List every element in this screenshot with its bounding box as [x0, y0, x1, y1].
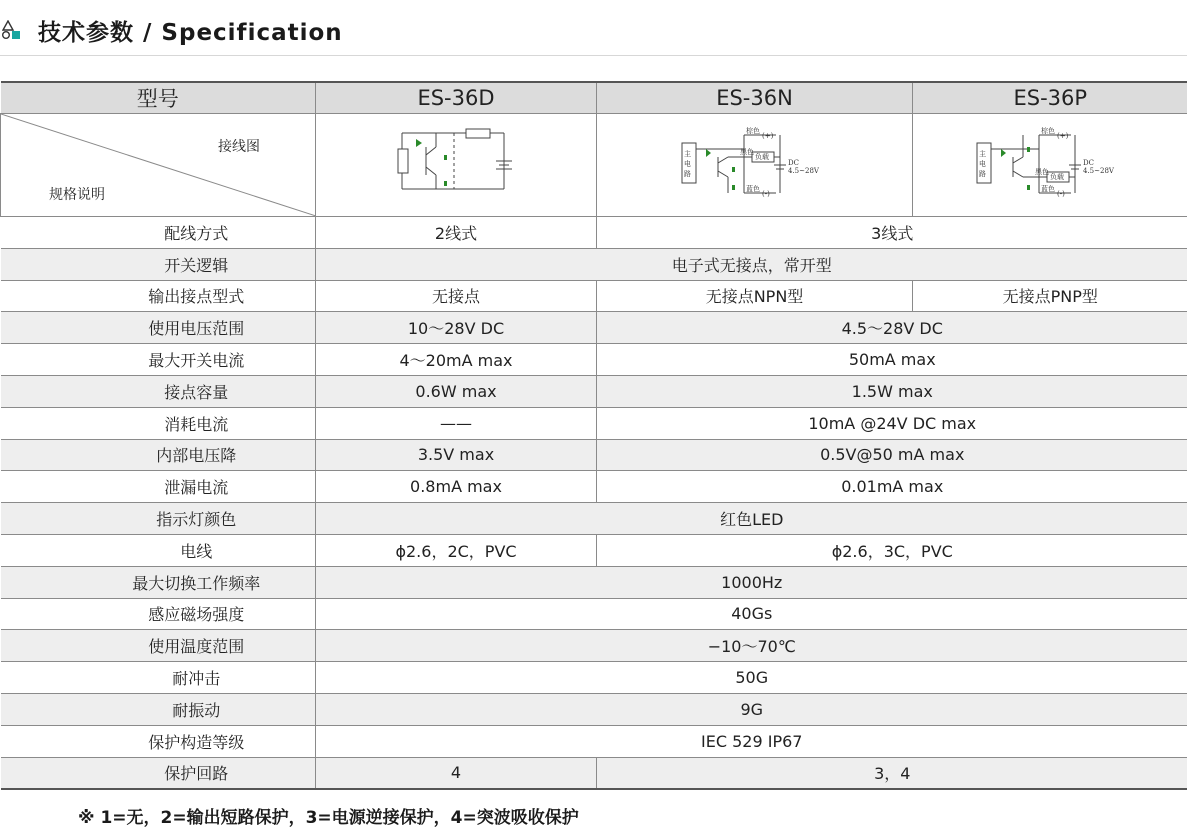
row-label: 配线方式	[1, 217, 316, 249]
table-row	[1, 217, 1187, 249]
diag-label-main2: 电	[683, 160, 691, 168]
value-all-models: 40Gs	[316, 598, 1187, 630]
value-all-models: 电子式无接点，常开型	[316, 248, 1187, 280]
row-label: 泄漏电流	[1, 471, 316, 503]
wiring-diagram-2wire	[316, 114, 597, 217]
value-es-36d: ——	[316, 407, 597, 439]
svg-text:蓝色: 蓝色	[1041, 185, 1056, 193]
wiring-diagram-2wire-icon	[396, 127, 516, 199]
table-row	[1, 725, 1187, 757]
diag-label-black: 黑色	[739, 148, 754, 156]
svg-text:电: 电	[979, 160, 987, 168]
table-row	[1, 248, 1187, 280]
table-row	[1, 693, 1187, 725]
table-row	[1, 534, 1187, 566]
value-es-36n-36p: 3线式	[597, 217, 1187, 249]
row-label: 使用电压范围	[1, 312, 316, 344]
value-all-models: IEC 529 IP67	[316, 725, 1187, 757]
row-label: 保护回路	[1, 757, 316, 789]
table-row	[1, 471, 1187, 503]
table-row	[1, 662, 1187, 694]
row-label: 电线	[1, 534, 316, 566]
row-label: 接点容量	[1, 375, 316, 407]
corner-wiring-label: 接线图	[218, 139, 260, 155]
row-label: 感应磁场强度	[1, 598, 316, 630]
value-es-36p: 无接点PNP型	[913, 280, 1187, 312]
section-header	[0, 0, 1187, 60]
row-label: 内部电压降	[1, 439, 316, 471]
value-all-models: 1000Hz	[316, 566, 1187, 598]
value-es-36d: 10～28V DC	[316, 312, 597, 344]
wiring-diagram-pnp-icon	[975, 127, 1125, 199]
value-es-36n-36p: 10mA @24V DC max	[597, 407, 1187, 439]
triangle-square-logo-icon	[2, 20, 22, 40]
diag-label-dc: DC	[787, 159, 799, 167]
value-es-36d: ϕ2.6，2C，PVC	[316, 534, 597, 566]
table-row	[1, 630, 1187, 662]
row-label: 耐冲击	[1, 662, 316, 694]
svg-text:(-): (-)	[1057, 190, 1066, 198]
svg-text:主: 主	[979, 150, 987, 158]
table-row	[1, 757, 1187, 789]
diag-label-blue: 蓝色	[745, 185, 760, 193]
value-all-models: −10～70℃	[316, 630, 1187, 662]
page-title: 技术参数 / Specification	[38, 20, 343, 46]
svg-text:4.5~28V: 4.5~28V	[1083, 167, 1115, 175]
table-row	[1, 375, 1187, 407]
corner-cell	[1, 114, 316, 217]
table-row	[1, 598, 1187, 630]
wiring-diagram-npn-icon	[680, 127, 830, 199]
value-all-models: 50G	[316, 662, 1187, 694]
svg-text:黑色: 黑色	[1035, 168, 1050, 176]
svg-text:DC: DC	[1083, 159, 1095, 167]
diag-label-main3: 路	[683, 170, 691, 178]
row-label: 指示灯颜色	[1, 503, 316, 535]
row-label: 开关逻辑	[1, 248, 316, 280]
diag-label-plus: (+)	[761, 132, 773, 140]
value-es-36d: 2线式	[316, 217, 597, 249]
svg-text:负载: 负载	[1050, 173, 1065, 181]
value-es-36n-36p: 0.5V@50 mA max	[597, 439, 1187, 471]
value-es-36d: 3.5V max	[316, 439, 597, 471]
table-row	[1, 439, 1187, 471]
diag-label-load: 负载	[754, 153, 769, 161]
corner-spec-label: 规格说明	[49, 187, 105, 203]
svg-text:路: 路	[979, 170, 987, 178]
table-row	[1, 566, 1187, 598]
row-label: 保护构造等级	[1, 725, 316, 757]
value-es-36n-36p: 0.01mA max	[597, 471, 1187, 503]
value-es-36n-36p: 3，4	[597, 757, 1187, 789]
value-es-36n: 无接点NPN型	[597, 280, 913, 312]
model-es-36d: ES-36D	[316, 82, 597, 114]
value-es-36d: 4	[316, 757, 597, 789]
spec-table	[0, 81, 1187, 790]
diag-label-minus: (-)	[761, 190, 770, 198]
row-label: 耐振动	[1, 693, 316, 725]
diag-label-brown: 棕色	[745, 127, 760, 135]
diag-label-main1: 主	[683, 150, 691, 158]
model-header-row	[1, 82, 1187, 114]
row-label: 使用温度范围	[1, 630, 316, 662]
wiring-diagram-npn	[597, 114, 913, 217]
value-es-36d: 无接点	[316, 280, 597, 312]
table-row	[1, 407, 1187, 439]
table-row	[1, 280, 1187, 312]
row-label: 消耗电流	[1, 407, 316, 439]
value-es-36n-36p: 1.5W max	[597, 375, 1187, 407]
header-divider	[0, 55, 1187, 56]
wiring-diagram-row	[1, 114, 1187, 217]
value-es-36n-36p: ϕ2.6，3C，PVC	[597, 534, 1187, 566]
row-label: 输出接点型式	[1, 280, 316, 312]
diag-label-range: 4.5~28V	[787, 167, 819, 175]
value-all-models: 红色LED	[316, 503, 1187, 535]
table-row	[1, 344, 1187, 376]
model-es-36p: ES-36P	[913, 82, 1187, 114]
svg-text:棕色: 棕色	[1041, 127, 1056, 135]
wiring-diagram-pnp	[913, 114, 1187, 217]
value-all-models: 9G	[316, 693, 1187, 725]
value-es-36d: 0.8mA max	[316, 471, 597, 503]
value-es-36d: 4～20mA max	[316, 344, 597, 376]
value-es-36n-36p: 4.5～28V DC	[597, 312, 1187, 344]
row-label: 最大切换工作频率	[1, 566, 316, 598]
svg-text:(+): (+)	[1057, 132, 1069, 140]
model-label: 型号	[1, 82, 316, 114]
row-label: 最大开关电流	[1, 344, 316, 376]
table-row	[1, 312, 1187, 344]
value-es-36n-36p: 50mA max	[597, 344, 1187, 376]
value-es-36d: 0.6W max	[316, 375, 597, 407]
footnote: ※ 1=无，2=输出短路保护，3=电源逆接保护，4=突波吸收保护	[78, 808, 579, 828]
table-row	[1, 503, 1187, 535]
model-es-36n: ES-36N	[597, 82, 913, 114]
